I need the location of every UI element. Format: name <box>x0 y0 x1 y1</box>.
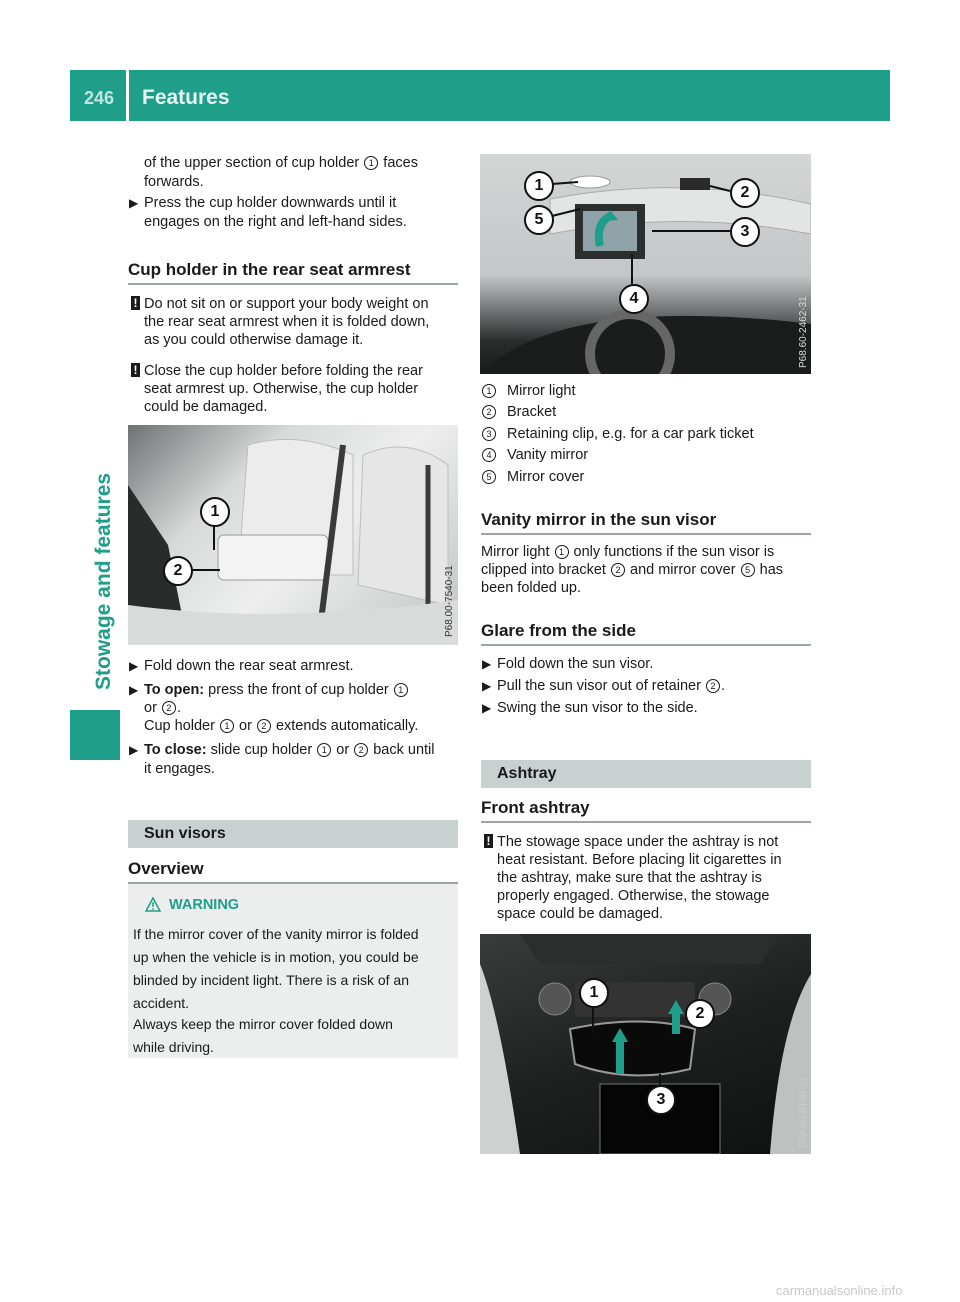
photo-ref: P68.00-7540-31 <box>444 565 455 637</box>
step-press-1: Press the cup holder downwards until it <box>144 195 397 211</box>
side-tab-label: Stowage and features <box>92 472 115 690</box>
vanity-line-3: been folded up. <box>481 580 581 596</box>
step-press-2: engages on the right and left-hand sides. <box>144 214 407 230</box>
step-arrow-icon: ▶ <box>482 657 492 671</box>
step-close-2: it engages. <box>144 761 215 777</box>
heading-overview: Overview <box>128 859 204 878</box>
step-open-2: or 2 . <box>144 700 181 716</box>
step-arrow-icon: ▶ <box>129 683 139 697</box>
note1-line-1: Do not sit on or support your body weight on <box>144 296 429 312</box>
ashtray-photo <box>480 934 811 1154</box>
page-number: 246 <box>84 88 115 108</box>
side-tab-block <box>70 710 120 760</box>
footer-watermark: carmanualsonline.info <box>776 1283 903 1298</box>
vanity-line-2: clipped into bracket 2 and mirror cover 5 has <box>481 562 784 578</box>
step-arrow-icon: ▶ <box>129 196 139 210</box>
ash-note-4: properly engaged. Otherwise, the stowage <box>497 888 770 904</box>
step-arrow-icon: ▶ <box>129 659 139 673</box>
callout-4: 4 <box>619 284 649 314</box>
legend-item-4: 4 Vanity mirror <box>481 447 497 463</box>
callout-1: 1 <box>524 171 554 201</box>
heading-rule <box>128 283 458 285</box>
section-band-sun-visors: Sun visors <box>128 820 458 848</box>
vanity-line-1: Mirror light 1 only functions if the sun visor is <box>481 544 775 560</box>
callout-3: 3 <box>646 1085 676 1115</box>
glare-step-2: Pull the sun visor out of retainer 2 . <box>497 678 725 694</box>
heading-cup-rear: Cup holder in the rear seat armrest <box>128 260 411 279</box>
legend-item-3: 3 Retaining clip, e.g. for a car park ticket <box>481 426 497 442</box>
sun-visor-photo <box>480 154 811 374</box>
ash-note-5: space could be damaged. <box>497 906 664 922</box>
callout-2: 2 <box>163 556 193 586</box>
header-title: Features <box>142 86 230 109</box>
intro-line-2: forwards. <box>144 174 204 190</box>
legend-item-2: 2 Bracket <box>481 404 497 420</box>
step-arrow-icon: ▶ <box>482 679 492 693</box>
heading-front-ashtray: Front ashtray <box>481 798 590 817</box>
header-divider <box>126 70 129 121</box>
caution-icon: ! <box>131 296 140 310</box>
note2-line-2: seat armrest up. Otherwise, the cup holder <box>144 381 419 397</box>
note2-line-1: Close the cup holder before folding the rear <box>144 363 423 379</box>
step-open-3: Cup holder 1 or 2 extends automatically. <box>144 718 419 734</box>
warning-text-4: accident. <box>133 995 190 1011</box>
section-band-ashtray: Ashtray <box>481 760 811 788</box>
glare-step-1: Fold down the sun visor. <box>497 656 654 672</box>
caution-icon: ! <box>131 363 140 377</box>
callout-1: 1 <box>200 497 230 527</box>
warning-title: WARNING <box>169 897 240 913</box>
callout-2: 2 <box>730 178 760 208</box>
heading-glare: Glare from the side <box>481 621 636 640</box>
photo-ref: P68.60-2462-31 <box>798 296 809 368</box>
callout-5: 5 <box>524 205 554 235</box>
step-fold: Fold down the rear seat armrest. <box>144 658 354 674</box>
caution-icon: ! <box>484 834 493 848</box>
note1-line-3: as you could otherwise damage it. <box>144 332 364 348</box>
ash-note-3: the ashtray, make sure that the ashtray is <box>497 870 762 886</box>
warning-text-2: up when the vehicle is in motion, you could be <box>133 949 419 965</box>
callout-1: 1 <box>579 978 609 1008</box>
step-arrow-icon: ▶ <box>129 743 139 757</box>
photo-ref: P68.00-8190-31 <box>798 1076 809 1148</box>
callout-2: 2 <box>685 999 715 1029</box>
note1-line-2: the rear seat armrest when it is folded down, <box>144 314 430 330</box>
step-arrow-icon: ▶ <box>482 701 492 715</box>
ashtray-illustration <box>480 934 811 1154</box>
ash-note-2: heat resistant. Before placing lit cigarettes in <box>497 852 782 868</box>
warning-text-1: If the mirror cover of the vanity mirror is folded <box>133 926 419 942</box>
intro-line-1: of the upper section of cup holder 1 faces <box>144 155 418 171</box>
heading-rule <box>481 533 811 535</box>
heading-vanity: Vanity mirror in the sun visor <box>481 510 717 529</box>
callout-3: 3 <box>730 217 760 247</box>
rear-armrest-photo <box>128 425 458 645</box>
note2-line-3: could be damaged. <box>144 399 268 415</box>
warning-text-5: Always keep the mirror cover folded down <box>133 1016 393 1032</box>
warning-text-3: blinded by incident light. There is a risk of an <box>133 972 410 988</box>
legend-item-5: 5 Mirror cover <box>481 469 497 485</box>
legend-item-1: 1 Mirror light <box>481 383 497 399</box>
heading-rule <box>481 644 811 646</box>
step-close-1: To close: slide cup holder 1 or 2 back until <box>144 742 435 758</box>
step-open-1: To open: press the front of cup holder 1 <box>144 681 409 699</box>
glare-step-3: Swing the sun visor to the side. <box>497 700 698 716</box>
heading-rule <box>481 821 811 823</box>
warning-triangle-icon <box>145 897 161 912</box>
ash-note-1: The stowage space under the ashtray is not <box>497 834 779 850</box>
warning-text-6: while driving. <box>133 1039 214 1055</box>
rear-armrest-illustration <box>128 425 458 645</box>
